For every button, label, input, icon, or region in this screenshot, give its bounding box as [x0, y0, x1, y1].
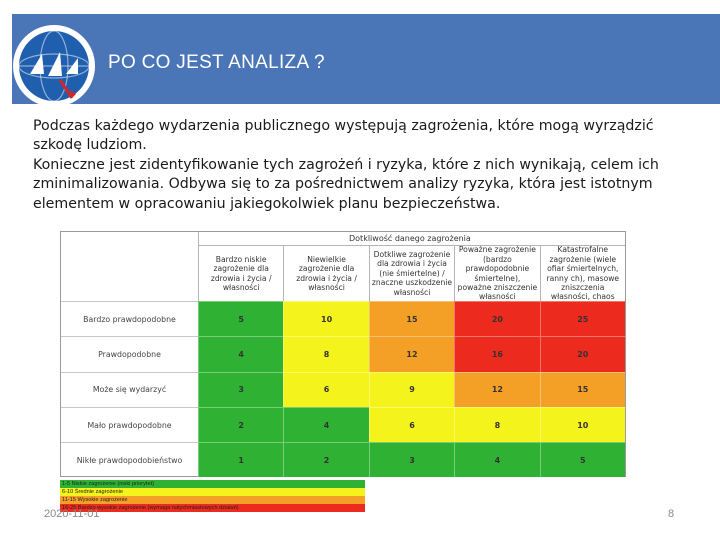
risk-score-cell: 9	[369, 372, 454, 407]
risk-score-cell: 25	[540, 301, 625, 336]
legend-item: 1-5 Niskie zagrożenie (niski priorytet)	[60, 480, 365, 488]
risk-score-cell: 12	[369, 336, 454, 371]
intro-paragraph: Podczas każdego wydarzenia publicznego występują zagrożenia, które mogą wyrządzić szkodę ludziom.	[33, 118, 654, 154]
page-number: 8	[668, 508, 675, 520]
likelihood-row-label: Może się wydarzyć	[61, 372, 198, 407]
severity-header: Dotkliwość danego zagrożenia	[198, 232, 625, 246]
risk-score-cell: 4	[454, 442, 539, 477]
risk-score-cell: 6	[283, 372, 368, 407]
severity-column-header: Niewielkie zagrożenie dla zdrowia i życia / własności	[283, 246, 368, 301]
risk-score-cell: 4	[283, 407, 368, 442]
likelihood-row-label: Prawdopodobne	[61, 336, 198, 371]
risk-score-cell: 20	[454, 301, 539, 336]
risk-score-cell: 16	[454, 336, 539, 371]
risk-score-cell: 8	[283, 336, 368, 371]
severity-column-header: Katastrofalne zagrożenie (wiele ofiar śmiertelnych, ranny ch), masowe zniszczenia własności, chaos	[540, 246, 625, 301]
risk-matrix-table	[60, 231, 626, 477]
body-text	[33, 117, 693, 214]
risk-score-cell: 3	[198, 372, 283, 407]
likelihood-row-label: Nikłe prawdopodobieństwo	[61, 442, 198, 477]
logo-icon	[12, 24, 96, 108]
risk-score-cell: 2	[198, 407, 283, 442]
legend-item: 6-10 Średnie zagrożenie	[60, 488, 365, 496]
risk-score-cell: 3	[369, 442, 454, 477]
footer-date: 2020-11-01	[44, 508, 100, 520]
likelihood-row-label: Bardzo prawdopodobne	[61, 301, 198, 336]
risk-score-cell: 4	[198, 336, 283, 371]
risk-score-cell: 1	[198, 442, 283, 477]
risk-score-cell: 15	[540, 372, 625, 407]
severity-column-header: Bardzo niskie zagrożenie dla zdrowia i życia / własności	[198, 246, 283, 301]
risk-score-cell: 6	[369, 407, 454, 442]
analysis-paragraph: Konieczne jest zidentyfikowanie tych zagrożeń i ryzyka, które z nich wynikają, celem ich zminimalizowania. Odbywa się to za pośrednictwem analizy ryzyka, która jest istotnym elementem w opracowaniu jakiegokolwiek planu bezpieczeństwa.	[33, 156, 659, 212]
legend-item: 16-25 Bardzo wysokie zagrożenie (wymaga natychmiastowych działań)	[60, 504, 365, 512]
severity-column-header: Poważne zagrożenie (bardzo prawdopodobnie śmiertelne), poważne zniszczenie własności	[454, 246, 539, 301]
severity-column-header: Dotkliwe zagrożenie dla zdrowia i życia (nie śmiertelne) / znaczne uszkodzenie własności	[369, 246, 454, 301]
risk-score-cell: 5	[198, 301, 283, 336]
risk-score-cell: 12	[454, 372, 539, 407]
risk-score-cell: 8	[454, 407, 539, 442]
risk-score-cell: 15	[369, 301, 454, 336]
page-title: PO CO JEST ANALIZA ?	[108, 52, 325, 73]
risk-score-cell: 2	[283, 442, 368, 477]
risk-score-cell: 10	[283, 301, 368, 336]
risk-score-cell: 10	[540, 407, 625, 442]
risk-score-cell: 20	[540, 336, 625, 371]
legend-item: 11-15 Wysokie zagrożenie	[60, 496, 365, 504]
risk-legend	[60, 480, 365, 512]
likelihood-row-label: Mało prawdopodobne	[61, 407, 198, 442]
risk-score-cell: 5	[540, 442, 625, 477]
